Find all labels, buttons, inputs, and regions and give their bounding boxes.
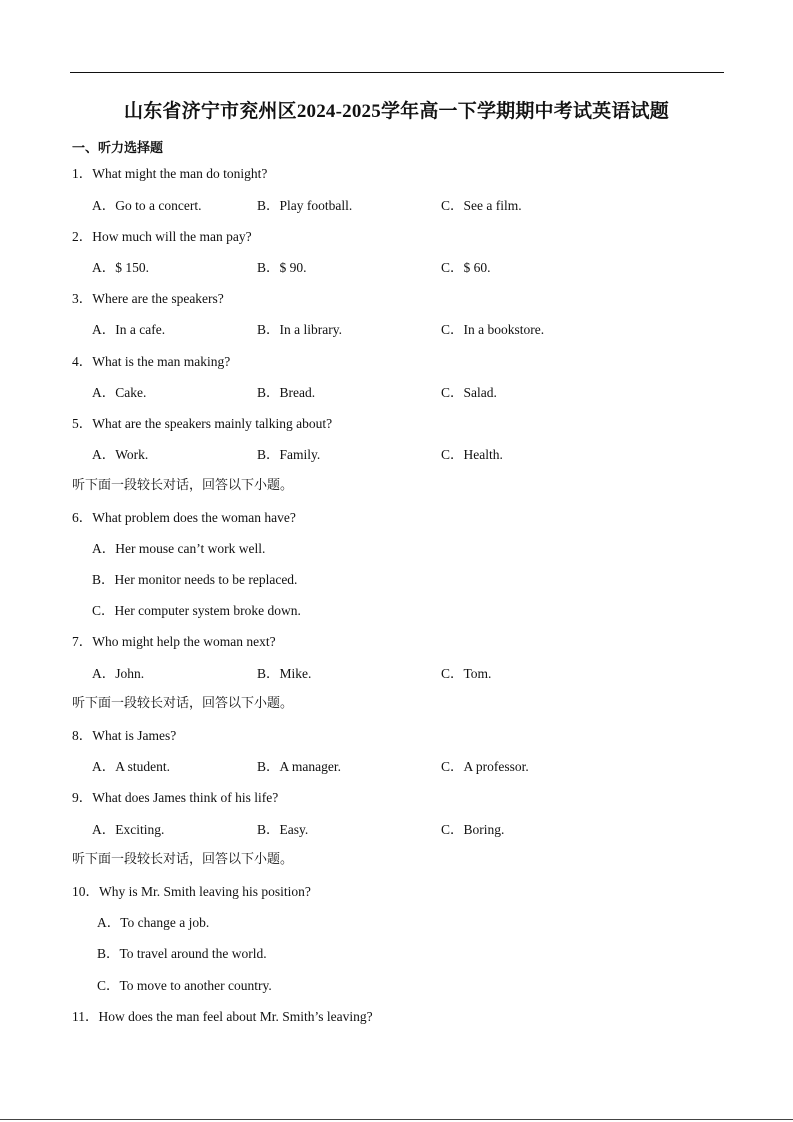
option-b: B．Easy. — [257, 822, 309, 837]
question-text: Where are the speakers? — [92, 291, 224, 306]
option-c: C．To move to another country. — [97, 978, 272, 993]
option-c: C．See a film. — [441, 198, 522, 213]
page-title: 山东省济宁市兖州区2024-2025学年高一下学期期中考试英语试题 — [124, 101, 669, 122]
option-a: A．Her mouse can’t work well. — [92, 541, 266, 556]
question-number: 11． — [72, 1009, 99, 1024]
question-11 — [72, 1008, 373, 1026]
question-text: How does the man feel about Mr. Smith’s leaving? — [98, 1009, 373, 1024]
option-a: A．In a cafe. — [92, 322, 166, 337]
option-a: A．Go to a concert. — [92, 198, 202, 213]
question-5 — [72, 415, 332, 433]
option-c: C．$ 60. — [441, 260, 491, 275]
option-c: C．Salad. — [441, 385, 497, 400]
question-text: What are the speakers mainly talking about? — [92, 416, 333, 431]
dialogue-instruction: 听下面一段较长对话，回答以下小题。 — [72, 851, 294, 866]
question-10 — [72, 883, 311, 901]
option-b: B．A manager. — [257, 759, 341, 774]
question-text: What problem does the woman have? — [92, 510, 296, 525]
question-text: How much will the man pay? — [92, 229, 252, 244]
option-b: B．$ 90. — [257, 260, 307, 275]
option-b: B．Her monitor needs to be replaced. — [92, 572, 298, 587]
option-a: A．A student. — [92, 759, 171, 774]
option-c: C．In a bookstore. — [441, 322, 545, 337]
question-9 — [72, 789, 278, 807]
question-number: 5． — [72, 416, 93, 431]
question-2 — [72, 228, 252, 246]
question-number: 10． — [72, 884, 99, 899]
option-c: C．Boring. — [441, 822, 505, 837]
option-b: B．Bread. — [257, 385, 316, 400]
question-number: 4． — [72, 354, 93, 369]
question-6 — [72, 509, 296, 527]
section-heading: 一、听力选择题 — [72, 140, 164, 155]
question-number: 3． — [72, 291, 93, 306]
question-7 — [72, 633, 276, 651]
question-number: 8． — [72, 728, 93, 743]
question-number: 1． — [72, 166, 93, 181]
question-text: Why is Mr. Smith leaving his position? — [99, 884, 311, 899]
dialogue-instruction: 听下面一段较长对话，回答以下小题。 — [72, 695, 294, 710]
option-b: B．Mike. — [257, 666, 312, 681]
option-c: C．Her computer system broke down. — [92, 603, 301, 618]
question-text: What is James? — [92, 728, 177, 743]
question-number: 6． — [72, 510, 93, 525]
question-number: 2． — [72, 229, 93, 244]
option-b: B．To travel around the world. — [97, 946, 267, 961]
option-a: A．Work. — [92, 447, 149, 462]
option-b: B．Play football. — [257, 198, 353, 213]
dialogue-instruction: 听下面一段较长对话，回答以下小题。 — [72, 477, 294, 492]
page-bottom-edge — [0, 1119, 793, 1120]
question-8 — [72, 727, 176, 745]
question-4 — [72, 353, 230, 371]
option-a: A．Exciting. — [92, 822, 165, 837]
option-c: C．A professor. — [441, 759, 529, 774]
question-number: 9． — [72, 790, 93, 805]
option-a: A．Cake. — [92, 385, 147, 400]
question-1 — [72, 165, 267, 183]
option-c: C．Tom. — [441, 666, 492, 681]
option-c: C．Health. — [441, 447, 503, 462]
option-b: B．Family. — [257, 447, 321, 462]
question-text: What does James think of his life? — [92, 790, 279, 805]
question-text: What might the man do tonight? — [92, 166, 268, 181]
header-rule — [70, 72, 724, 73]
option-a: A．To change a job. — [97, 915, 210, 930]
question-number: 7． — [72, 634, 93, 649]
option-a: A．John. — [92, 666, 145, 681]
question-3 — [72, 290, 224, 308]
option-a: A．$ 150. — [92, 260, 149, 275]
option-b: B．In a library. — [257, 322, 342, 337]
question-text: What is the man making? — [92, 354, 231, 369]
question-text: Who might help the woman next? — [92, 634, 276, 649]
